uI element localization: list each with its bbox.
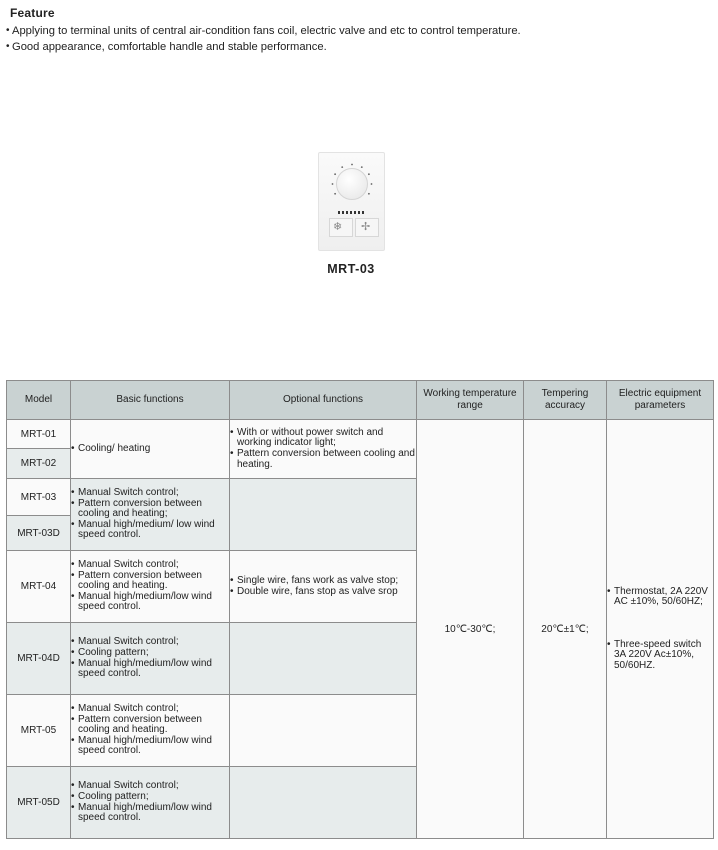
model-cell: MRT-03D: [7, 516, 71, 551]
header-electric-parameters: Electric equipment parameters: [607, 381, 714, 420]
model-cell: MRT-04: [7, 551, 71, 623]
list-item: • Single wire, fans work as valve stop;: [230, 576, 416, 587]
model-cell: MRT-03: [7, 479, 71, 516]
list-item: • Pattern conversion between cooling and heating;: [71, 499, 229, 520]
list-item: • Thermostat, 2A 220V AC ±10%, 50/60HZ;: [607, 587, 713, 608]
feature-text: Applying to terminal units of central air-condition fans coil, electric valve and etc to control temperature.: [12, 25, 521, 37]
mode-switch: [329, 218, 353, 237]
product-image: [318, 152, 385, 252]
list-item: • Cooling pattern;: [71, 648, 229, 659]
bullet-icon: •: [6, 41, 10, 52]
specification-table: [6, 380, 714, 839]
header-basic-functions: Basic functions: [71, 381, 230, 420]
basic-functions-cell: [71, 623, 230, 695]
list-item: • With or without power switch and working indicator light;: [230, 428, 416, 449]
list-item: • Three-speed switch 3A 220V Ac±10%, 50/60HZ.: [607, 640, 713, 672]
optional-functions-cell: [230, 695, 417, 767]
tempering-accuracy-cell: 20℃±1℃;: [524, 420, 607, 839]
working-range-cell: 10℃-30℃;: [417, 420, 524, 839]
list-item: • Cooling/ heating: [71, 444, 229, 455]
feature-text: Good appearance, comfortable handle and stable performance.: [12, 41, 327, 53]
list-item: • Double wire, fans stop as valve srop: [230, 587, 416, 598]
list-item: • Manual high/medium/low wind speed control.: [71, 592, 229, 613]
fan-switch: [355, 218, 379, 237]
list-item: • Pattern conversion between cooling and heating.: [71, 571, 229, 592]
header-model: Model: [7, 381, 71, 420]
list-item: • Manual high/medium/low wind speed control.: [71, 659, 229, 680]
list-item: • Manual high/medium/low wind speed control.: [71, 803, 229, 824]
temperature-dial: [336, 168, 368, 200]
model-cell: MRT-04D: [7, 623, 71, 695]
bullet-icon: •: [6, 25, 10, 36]
list-item: • Cooling pattern;: [71, 792, 229, 803]
list-item: • Manual Switch control;: [71, 637, 229, 648]
list-item: • Manual Switch control;: [71, 781, 229, 792]
feature-section: [6, 6, 706, 55]
feature-title: Feature: [10, 6, 55, 20]
model-cell: MRT-01: [7, 420, 71, 449]
optional-functions-cell: [230, 551, 417, 623]
list-item: • Manual high/medium/low wind speed control.: [71, 736, 229, 757]
list-item: • Manual high/medium/ low wind speed control.: [71, 520, 229, 541]
model-cell: MRT-05D: [7, 767, 71, 839]
basic-functions-cell: [71, 551, 230, 623]
optional-functions-cell: [230, 420, 417, 479]
optional-functions-cell: [230, 479, 417, 551]
feature-item: [6, 39, 706, 55]
list-item: • Manual Switch control;: [71, 704, 229, 715]
header-optional-functions: Optional functions: [230, 381, 417, 420]
fan-icon: ✢: [361, 220, 371, 233]
feature-item: [6, 23, 706, 39]
table-header-row: [7, 381, 714, 420]
header-working-range: Working temperature range: [417, 381, 524, 420]
basic-functions-cell: [71, 695, 230, 767]
list-item: • Manual Switch control;: [71, 488, 229, 499]
model-cell: MRT-02: [7, 449, 71, 479]
product-caption: MRT-03: [327, 262, 375, 276]
basic-functions-cell: [71, 479, 230, 551]
electric-parameters-cell: [607, 420, 714, 839]
list-item: • Pattern conversion between cooling and heating.: [71, 715, 229, 736]
list-item: • Manual Switch control;: [71, 560, 229, 571]
model-cell: MRT-05: [7, 695, 71, 767]
header-tempering-accuracy: Tempering accuracy: [524, 381, 607, 420]
optional-functions-cell: [230, 767, 417, 839]
list-item: • Pattern conversion between cooling and heating.: [230, 449, 416, 470]
optional-functions-cell: [230, 623, 417, 695]
thermostat-device: [318, 152, 385, 251]
indicator-dots: [338, 211, 366, 214]
table-row: [7, 420, 714, 449]
basic-functions-cell: [71, 767, 230, 839]
snowflake-icon: ❄: [333, 220, 343, 233]
basic-functions-cell: [71, 420, 230, 479]
